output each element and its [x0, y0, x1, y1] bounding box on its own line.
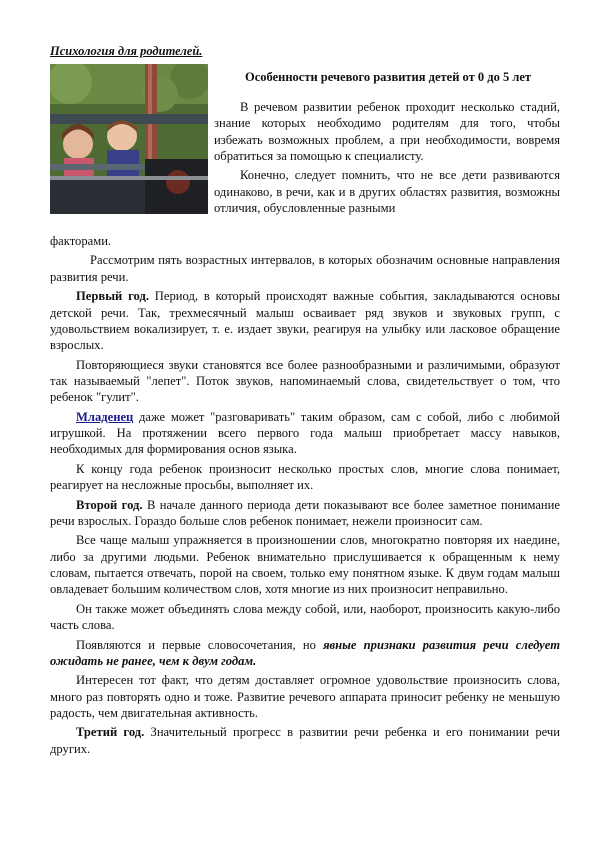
- section-lead-first-year: Первый год.: [76, 289, 149, 304]
- article-title: Особенности речевого развития детей от 0 до 5 лет: [244, 70, 532, 84]
- paragraph: [50, 497, 560, 530]
- paragraph-text: Появляются и первые словосочетания, но: [76, 637, 324, 652]
- paragraph: Он также может объединять слова между собой, или, наоборот, произносить какую-либо часть слова.: [50, 601, 560, 633]
- paragraph-continuation: факторами.: [50, 234, 112, 248]
- paragraph: [50, 288, 560, 353]
- paragraph-text: Период, в который происходят важные события, закладываются основы детской речи. Так, трехмесячный малыш осваивает ряд звуков и звуковых групп, с удовольствием вокализирует, т. е. издает звуки, реагируя на улыбку или ласковое обращение взрослых.: [50, 289, 560, 353]
- paragraph: В речевом развитии ребенок проходит несколько стадий, знание которых необходимо родителям для того, чтобы избежать возможных проблем, а при необходимости, вовремя обратиться за помощью к специалисту.: [214, 100, 560, 163]
- paragraph: Рассмотрим пять возрастных интервалов, в которых обозначим основные направления развития речи.: [50, 253, 560, 284]
- paragraph: Конечно, следует помнить, что не все дети развиваются одинаково, в речи, как и в других областях развития, возможны отличия, обусловленные разными: [214, 168, 560, 215]
- paragraph: [50, 724, 560, 757]
- emphasis-text: явные признаки развития речи следует ожидать не ранее, чем к двум годам.: [50, 637, 560, 668]
- paragraph-text: даже может "разговаривать" таким образом, сам с собой, либо с любимой игрушкой. На протяжении всего первого года малыш приобретает массу навыков, необходимых для формирования основ языка.: [50, 409, 560, 457]
- paragraph: К концу года ребенок произносит несколько простых слов, многие слова понимает, реагирует на несложные просьбы, выполняет их.: [50, 461, 560, 493]
- children-photo: [50, 64, 208, 214]
- section-lead-second-year: Второй год.: [76, 497, 143, 512]
- paragraph: [50, 637, 560, 670]
- infant-link[interactable]: Младенец: [76, 409, 134, 424]
- paragraph: Повторяющиеся звуки становятся все более разнообразными и различимыми, образуют так называемый "лепет". Поток звуков, напоминаемый слова, свидетельствует о том, что ребенок "гулит".: [50, 357, 560, 405]
- intro-column: [214, 99, 560, 219]
- paragraph-text: Значительный прогресс в развитии речи ребенка и его понимании речи других.: [50, 725, 560, 756]
- article-body: [50, 230, 560, 760]
- paragraph: Все чаще малыш упражняется в произношении слов, многократно повторяя их наедине, либо за другими людьми. Ребенок внимательно прислушивается к обращенным к нему словам, пытается отвечать, порой на своем, только ему понятном языке. К двум годам малыш овладевает большим количеством слов, хотя многие из них произносит неправильно.: [50, 533, 560, 597]
- paragraph: [50, 409, 560, 458]
- page-header: Психология для родителей.: [50, 44, 203, 58]
- section-lead-third-year: Третий год.: [76, 725, 145, 740]
- paragraph: Интересен тот факт, что детям доставляет огромное удовольствие произносить слова, много раз повторять одно и тоже. Развитие речевого аппарата приносит ребенку не меньшую радость, чем двигательная активность.: [50, 673, 560, 720]
- paragraph-text: В начале данного периода дети показывают все более заметное понимание речи взрослых. Гораздо больше слов ребенок понимает, нежели произносит сам.: [50, 497, 561, 528]
